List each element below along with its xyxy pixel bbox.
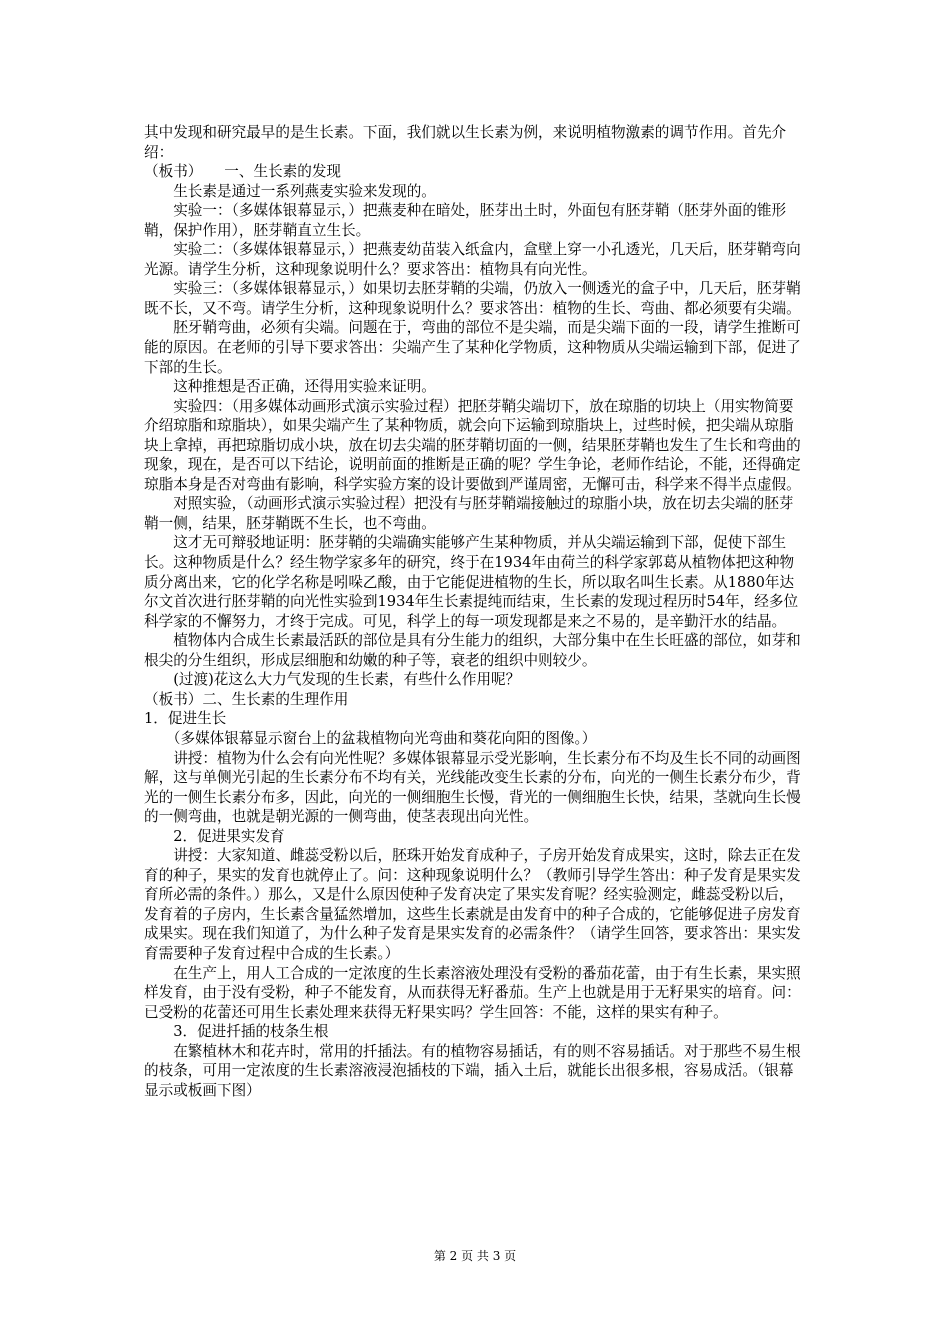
paragraph: （板书） 一、生长素的发现 [144, 163, 342, 181]
paragraph: 1．促进生长 [144, 710, 227, 728]
paragraph: 在生产上，用人工合成的一定浓度的生长素溶液处理没有受粉的番茄花蕾，由于有生长素，果实照样发育，由于没有受粉，种子不能发育，从而获得无籽番茄。生产上也就是用于无籽果实的培育。问：已受粉的花蕾还可用生长素处理来获得无籽果实吗？学生回答：不能，这样的果实有种子。 [144, 964, 801, 1021]
paragraph: 讲授：大家知道、雌蕊受粉以后，胚珠开始发育成种子，子房开始发育成果实，这时，除去正在发育的种子，果实的发育也就停止了。问：这种现象说明什么？（教师引导学生答出：种子发育是果实发育所必需的条件。）那么，又是什么原因使种子发育决定了果实发育呢？经实验测定，雌蕊受粉以后，发育着的子房内，生长素含量猛然增加，这些生长素就是由发育中的种子合成的，它能够促进子房发育成果实。现在我们知道了，为什么种子发育是果实发育的必需条件？（请学生回答，要求答出：果实发育需要种子发育过程中合成的生长素。） [144, 847, 801, 962]
paragraph: 这才无可辩驳地证明：胚芽鞘的尖端确实能够产生某种物质，并从尖端运输到下部，促使下部生长。这种物质是什么？经生物学家多年的研究，终于在1934年由荷兰的科学家郭葛从植物体把这种物质分离出来，它的化学名称是吲哚乙酸，由于它能促进植物的生长，所以取名叫生长素。从1880年达尔文首次进行胚芽鞘的向光性实验到1934年生长素提纯而结束，生长素的发现过程历时54年，经多位科学家的不懈努力，才终于完成。可见，科学上的每一项发现都是来之不易的，是辛勤汗水的结晶。 [144, 534, 799, 630]
paragraph: 胚牙鞘弯曲，必须有尖端。问题在于，弯曲的部位不是尖端，而是尖端下面的一段，请学生推断可能的原因。在老师的引导下要求答出：尖端产生了某种化学物质，这种物质从尖端运输到下部，促进了下部的生长。 [144, 319, 801, 376]
paragraph: 实验一：（多媒体银幕显示，）把燕麦种在暗处，胚芽出土时，外面包有胚芽鞘（胚芽外面的锥形鞘，保护作用），胚芽鞘直立生长。 [144, 202, 787, 239]
document-body [144, 123, 808, 1100]
paragraph: 讲授：植物为什么会有向光性呢？多媒体银幕显示受光影响，生长素分布不均及生长不同的动画图解，这与单侧光引起的生长素分布不均有关，光线能改变生长素的分布，向光的一侧生长素分布少，背光的一侧生长素分布多，因此，向光的一侧细胞生长慢，背光的一侧细胞生长快，结果，茎就向生长慢的一侧弯曲，也就是朝光源的一侧弯曲，使茎表现出向光性。 [144, 749, 801, 826]
paragraph: 生长素是通过一系列燕麦实验来发现的。 [144, 182, 436, 200]
paragraph: 实验四：（用多媒体动画形式演示实验过程）把胚芽鞘尖端切下，放在琼脂的切块上（用实物简要介绍琼脂和琼脂块），如果尖端产生了某种物质，就会向下运输到琼脂块上，过些时候，把尖端从琼脂块上拿掉，再把琼脂切成小块，放在切去尖端的胚芽鞘切面的一侧，结果胚芽鞘也发生了生长和弯曲的现象，现在，是否可以下结论，说明前面的推断是正确的呢？学生争论，老师作结论，不能，还得确定琼脂本身是否对弯曲有影响，科学实验方案的设计要做到严谨周密，无懈可击，科学来不得半点虚假。 [144, 397, 801, 493]
paragraph: 对照实验，（动画形式演示实验过程）把没有与胚芽鞘端接触过的琼脂小块，放在切去尖端的胚芽鞘一侧，结果，胚芽鞘既不生长，也不弯曲。 [144, 495, 794, 532]
paragraph: 实验三：（多媒体银幕显示，）如果切去胚芽鞘的尖端，仍放入一侧透光的盒子中，几天后，胚芽鞘既不长，又不弯。请学生分析，这种现象说明什么？要求答出：植物的生长、弯曲、都必须要有尖端。 [144, 280, 801, 317]
paragraph: (过渡)花这么大力气发现的生长素，有些什么作用呢？ [144, 671, 521, 689]
paragraph: 其中发现和研究最早的是生长素。下面，我们就以生长素为例，来说明植物激素的调节作用。首先介绍： [144, 124, 787, 161]
paragraph: （多媒体银幕显示窗台上的盆栽植物向光弯曲和葵花向阳的图像。） [144, 729, 597, 747]
paragraph: 这种推想是否正确，还得用实验来证明。 [144, 378, 436, 396]
paragraph: （板书）二、生长素的生理作用 [144, 690, 349, 708]
page-footer: 第 2 页 共 3 页 [433, 1249, 517, 1263]
paragraph: 实验二：（多媒体银幕显示，）把燕麦幼苗装入纸盒内，盒壁上穿一小孔透光，几天后，胚芽鞘弯向光源。请学生分析，这种现象说明什么？要求答出：植物具有向光性。 [144, 241, 801, 278]
paragraph: 2．促进果实发育 [144, 827, 285, 845]
paragraph: 在繁植林木和花卉时，常用的扦插法。有的植物容易插话，有的则不容易插话。对于那些不易生根的枝条，可用一定浓度的生长素溶液浸泡插枝的下端，插入土后，就能长出很多根，容易成活。（银幕显示或板画下图） [144, 1042, 801, 1099]
paragraph: 3．促进扦插的枝条生根 [144, 1023, 329, 1041]
paragraph: 植物体内合成生长素最活跃的部位是具有分生能力的组织，大部分集中在生长旺盛的部位，如芽和根尖的分生组织，形成层细胞和幼嫩的种子等，衰老的组织中则较少。 [144, 632, 801, 669]
